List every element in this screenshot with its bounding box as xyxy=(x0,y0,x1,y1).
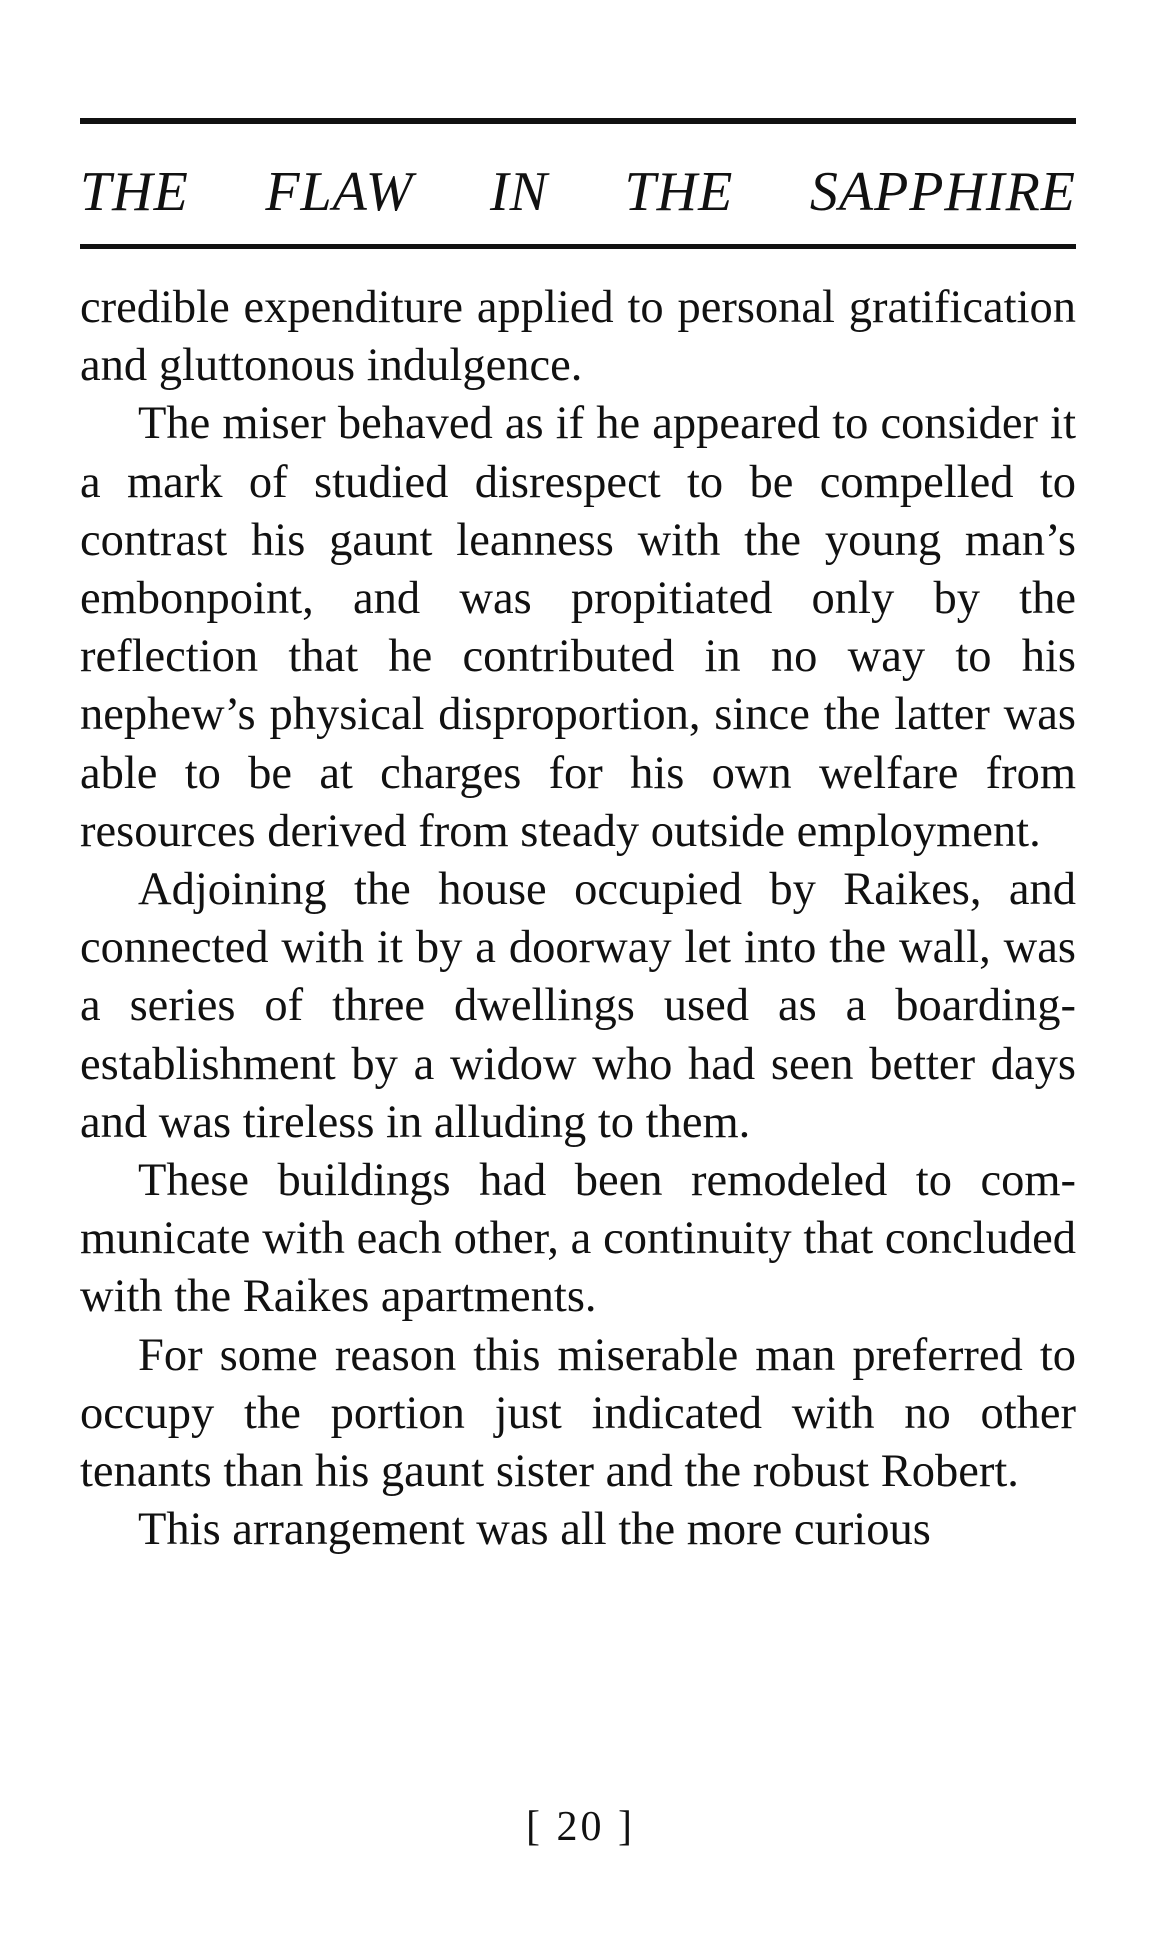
paragraph: The miser behaved as if he appeared to consider it a mark of studied disrespect to be compelled to contrast his gaunt leanness with the young man’s embonpoint, and was propitiated only by the reflection that he contributed in no way to his nephew’s physical disproportion, since the latter was able to be at charges for his own welfare from resources derived from steady outside employment. xyxy=(80,398,1076,857)
header-rule-bottom xyxy=(80,244,1076,249)
book-page xyxy=(80,118,1076,1559)
running-head-word: IN xyxy=(490,161,548,223)
paragraph: For some reason this miserable man preferred to occupy the portion just indicated with no other tenants than his gaunt sister and the robust Robert. xyxy=(80,1329,1076,1498)
paragraph: credible expenditure applied to personal gratification and gluttonous indulgence. xyxy=(80,282,1076,392)
body-text xyxy=(80,279,1076,1559)
running-head-word: THE xyxy=(80,161,189,223)
header-rule-top xyxy=(80,118,1076,124)
running-head-word: SAPPHIRE xyxy=(809,161,1076,223)
paragraph: This arrangement was all the more curious xyxy=(138,1504,931,1556)
paragraph: These buildings had been remodeled to communicate with each other, a continuity that concluded with the Raikes apartments. xyxy=(80,1155,1076,1323)
running-head-word: FLAW xyxy=(265,161,414,223)
page-number: [ 20 ] xyxy=(526,1804,635,1850)
running-head-word: THE xyxy=(624,161,734,223)
running-head xyxy=(80,162,1076,222)
paragraph: Adjoining the house occupied by Raikes, and connected with it by a doorway let into the wall, was a series of three dwellings used as a boarding-establishment by a widow who had seen better days and was tireless in alluding to them. xyxy=(80,864,1076,1148)
